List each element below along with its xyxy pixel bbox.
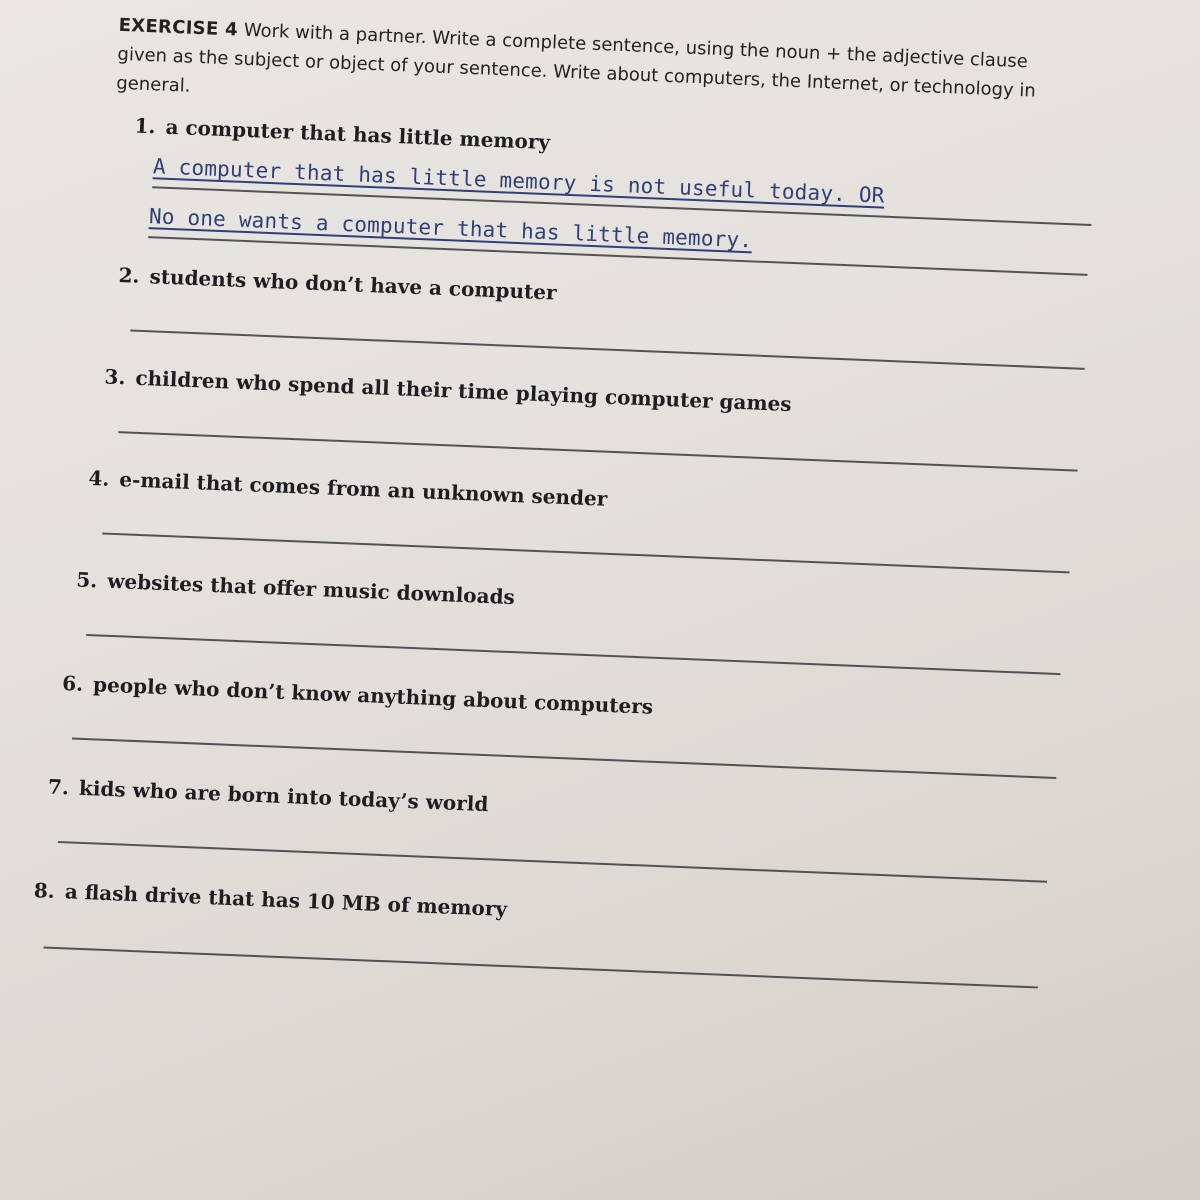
item-prompt: a flash drive that has 10 MB of memory (64, 879, 508, 922)
answer-line-3[interactable] (118, 431, 1077, 472)
exercise-item-5 (76, 568, 515, 610)
item-prompt: children who spend all their time playing computer games (135, 365, 793, 417)
answer-line-5[interactable] (86, 634, 1060, 675)
item-number: 4. (88, 465, 110, 491)
item-prompt: e-mail that comes from an unknown sender (118, 467, 608, 511)
worksheet (33, 0, 1109, 1152)
answer-line-8[interactable] (44, 947, 1038, 989)
item-number: 7. (47, 774, 70, 800)
item-number: 3. (104, 364, 126, 390)
item-number: 5. (75, 567, 98, 593)
exercise-item-7 (48, 775, 489, 817)
exercise-instruction-text: Work with a partner. Write a complete sentence, using the noun + the adjective clause given as the subject or object of your sentence. Write about computers, the Internet, or technology in general. (115, 19, 1037, 102)
item-number: 1. (134, 113, 157, 139)
item-prompt: kids who are born into today’s world (78, 775, 489, 817)
exercise-item-3 (104, 365, 792, 417)
exercise-item-8 (33, 878, 507, 921)
exercise-instructions (116, 11, 1049, 135)
answer-line-1a[interactable]: A computer that has little memory is not useful today. OR (152, 154, 886, 208)
answer-line-4[interactable] (102, 533, 1069, 574)
answer-line-2[interactable] (130, 329, 1084, 369)
item-number: 8. (33, 878, 56, 903)
item-number: 6. (61, 671, 84, 696)
answer-line-7[interactable] (58, 841, 1047, 883)
item-prompt: a computer that has little memory (165, 114, 551, 155)
answer-line-6[interactable] (72, 737, 1056, 779)
exercise-item-6 (62, 671, 654, 719)
exercise-item-1 (134, 114, 550, 155)
exercise-item-2 (118, 263, 557, 305)
item-prompt: students who don’t have a computer (149, 264, 558, 305)
exercise-label: EXERCISE 4 (118, 14, 239, 41)
exercise-item-4 (88, 466, 608, 511)
answer-line-1b[interactable]: No one wants a computer that has little memory. (148, 204, 753, 253)
item-number: 2. (118, 262, 141, 288)
item-prompt: people who don’t know anything about computers (92, 672, 654, 719)
item-prompt: websites that offer music downloads (106, 568, 516, 610)
